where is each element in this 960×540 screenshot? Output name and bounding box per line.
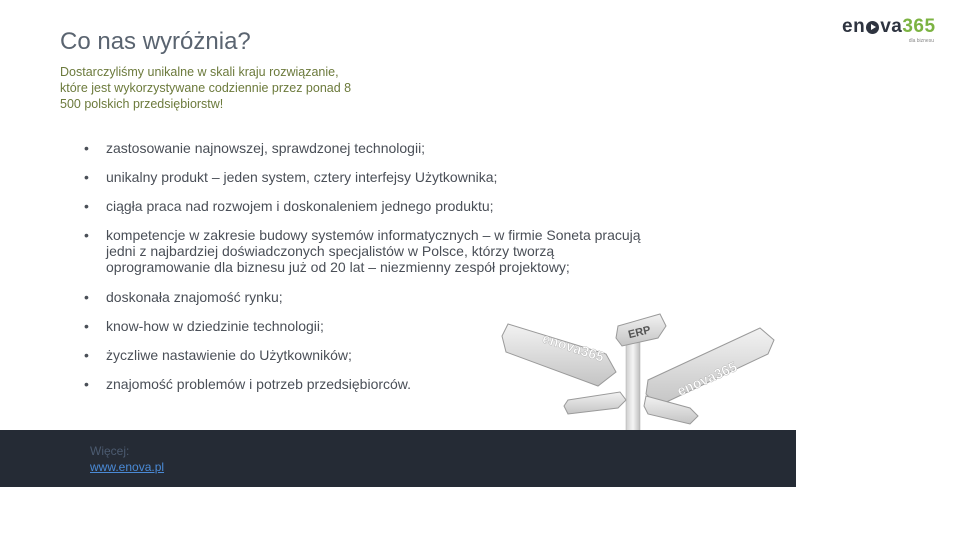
enova365-logo bbox=[842, 16, 938, 46]
list-item: • zastosowanie najnowszej, sprawdzonej technologii; bbox=[84, 140, 644, 156]
sign-erp-label: ERP bbox=[627, 324, 652, 342]
footer-label: Więcej: bbox=[90, 444, 130, 458]
list-item: • know-how w dziedzinie technologii; bbox=[84, 318, 644, 334]
logo-text-en: en bbox=[842, 16, 866, 37]
list-item: • unikalny produkt – jeden system, cztery interfejsy Użytkownika; bbox=[84, 169, 644, 185]
list-item: • kompetencje w zakresie budowy systemów informatycznych – w firmie Soneta pracują jedni z najbardziej doświadczonych specjalistów w Polsce, którzy tworzą oprogramowanie dla biznesu już od 20 lat – niezmienny zespół projektowy; bbox=[84, 227, 644, 275]
list-item: • znajomość problemów i potrzeb przedsiębiorców. bbox=[84, 376, 644, 392]
sign-lower-left bbox=[564, 392, 626, 414]
list-item: • ciągła praca nad rozwojem i doskonaleniem jednego produktu; bbox=[84, 198, 644, 214]
sign-right-label: enova365 bbox=[674, 358, 740, 399]
list-item: • życzliwe nastawienie do Użytkowników; bbox=[84, 347, 644, 363]
footer-bar bbox=[0, 430, 796, 487]
sign-right bbox=[646, 328, 774, 406]
play-icon bbox=[866, 21, 879, 34]
logo-tagline: dla biznesu bbox=[908, 38, 934, 44]
logo-text-365: 365 bbox=[902, 16, 936, 37]
slide-title: Co nas wyróżnia? bbox=[60, 28, 251, 55]
website-link[interactable]: www.enova.pl bbox=[90, 460, 165, 474]
slide-subtitle: Dostarczyliśmy unikalne w skali kraju rozwiązanie, które jest wykorzystywane codziennie przez ponad 8 500 polskich przedsiębiorstw! bbox=[60, 65, 352, 111]
logo-text-va: va bbox=[880, 16, 903, 37]
list-item: • doskonała znajomość rynku; bbox=[84, 289, 644, 305]
sign-left-label: enova365 bbox=[540, 329, 607, 365]
signpost-illustration bbox=[498, 296, 780, 432]
